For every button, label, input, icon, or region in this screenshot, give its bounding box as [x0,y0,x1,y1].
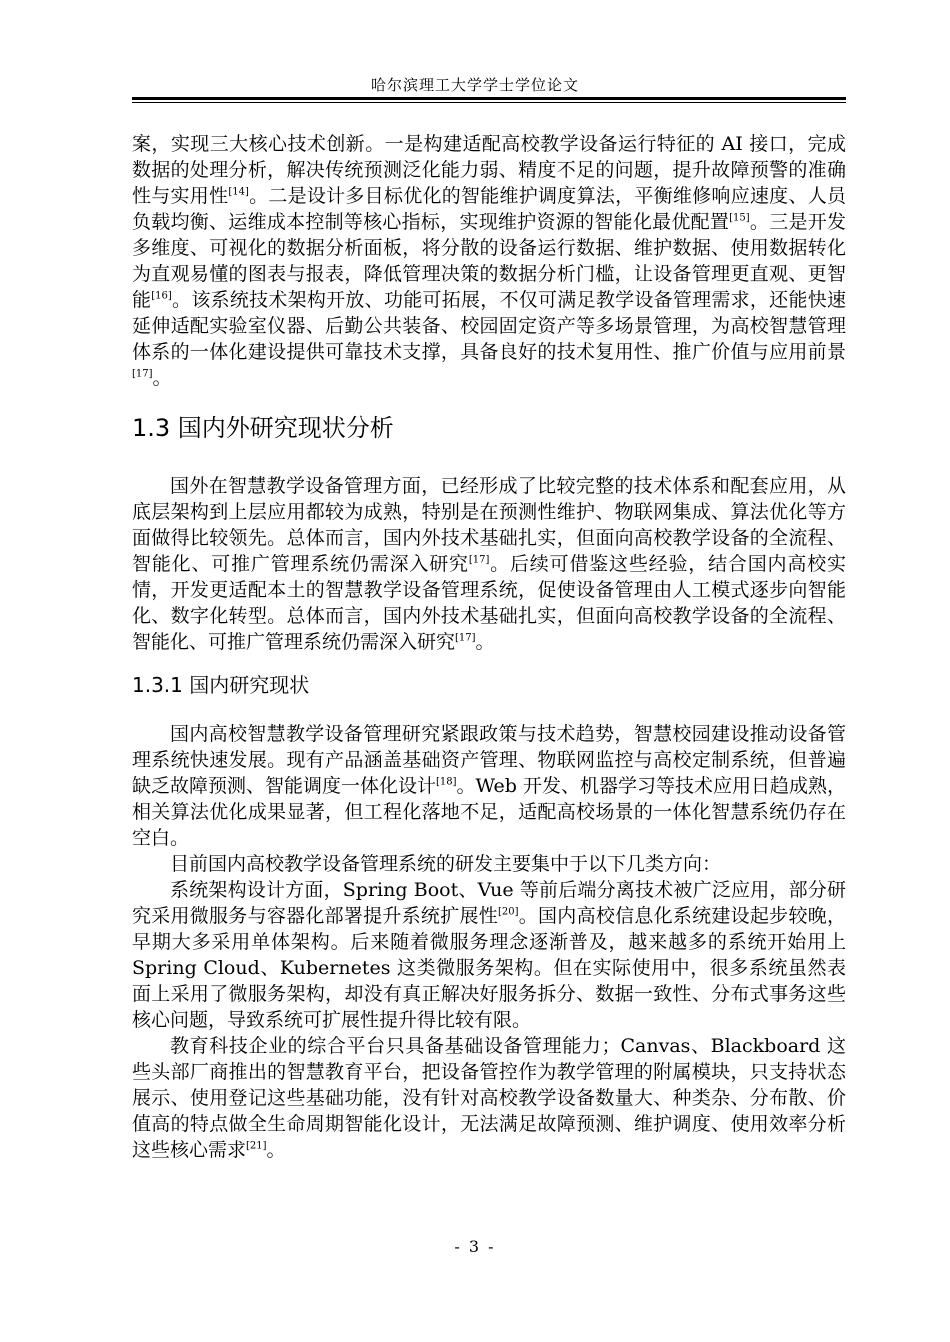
paragraph-domestic-research [132,721,846,851]
paragraph-text: 。该系统技术架构开放、功能可拓展，不仅可满足教学设备管理需求，还能快速延伸适配实验室仪器、后勤公共装备、校园固定资产等多场景管理，为高校智慧管理体系的一体化建设提供可靠技术支撑，具备良好的技术复用性、推广价值与应用前景 [132,289,846,363]
paragraph-directions: 目前国内高校教学设备管理系统的研发主要集中于以下几类方向： [170,853,722,875]
paragraph-text: 国内高校智慧教学设备管理研究紧跟政策与技术趋势，智慧校园建设推动设备管理系统快速发展。现有产品涵盖基础资产管理、物联网监控与高校定制系统，但普遍缺乏故障预测、智能调度一体化设计 [132,723,846,797]
section-heading-1-3-1: 1.3.1 国内研究现状 [132,673,310,697]
paragraph-text: 。三是开发多维度、可视化的数据分析面板，将分散的设备运行数据、维护数据、使用数据转化为直观易懂的图表与报表，降低管理决策的数据分析门槛，让设备管理更直观、更智能 [132,211,846,311]
paragraph-architecture [132,877,846,1033]
citation: [20] [497,906,519,918]
citation: [18] [436,776,457,788]
paragraph-text: 。 [152,367,172,389]
citation: [17] [132,368,153,380]
page-number: - 3 - [454,1237,496,1256]
citation: [14] [228,186,249,198]
paragraph-text: 。Web 开发、机器学习等技术应用日趋成熟，相关算法优化成果显著，但工程化落地不足，适配高校场景的一体化智慧系统仍存在空白。 [132,775,846,849]
page-body [132,131,846,1163]
header-rule-thick [132,97,846,100]
citation: [16] [151,290,172,302]
citation: [17] [455,632,476,644]
section-heading-1-3: 1.3 国内外研究现状分析 [132,414,394,442]
paragraph-text: 系统架构设计方面，Spring Boot、Vue 等前后端分离技术被广泛应用，部分研究采用微服务与容器化部署提升系统扩展性 [132,879,846,927]
paragraph-text: 。后续可借鉴这些经验，结合国内高校实情，开发更适配本土的智慧教学设备管理系统，促使设备管理由人工模式逐步向智能化、数字化转型。总体而言，国内外技术基础扎实，但面向高校教学设备的全流程、智能化、可推广管理系统仍需深入研究 [132,553,846,653]
paragraph-text: 教育科技企业的综合平台只具备基础设备管理能力；Canvas、Blackboard 这些头部厂商推出的智慧教育平台，把设备管控作为教学管理的附属模块，只支持状态展示、使用登记这些基础功能，没有针对高校教学设备数量大、种类杂、分布散、价值高的特点做全生命周期智能化设计，无法满足故障预测、维护调度、使用效率分析这些核心需求 [132,1035,846,1161]
paragraph-text: 案，实现三大核心技术创新。一是构建适配高校教学设备运行特征的 AI 接口，完成数据的处理分析，解决传统预测泛化能力弱、精度不足的问题，提升故障预警的准确性与实用性 [132,133,846,207]
paragraph-text: 。 [266,1139,286,1161]
paragraph-continued [132,131,846,391]
page-header-title: 哈尔滨理工大学学士学位论文 [370,76,579,94]
paragraph-text: 国外在智慧教学设备管理方面，已经形成了比较完整的技术体系和配套应用，从底层架构到上层应用都较为成熟，特别是在预测性维护、物联网集成、算法优化等方面做得比较领先。总体而言，国内外技术基础扎实，但面向高校教学设备的全流程、智能化、可推广管理系统仍需深入研究 [132,475,846,575]
citation: [17] [468,554,490,566]
paragraph-foreign-research [132,473,846,655]
paragraph-text: 。二是设计多目标优化的智能维护调度算法，平衡维修响应速度、人员负载均衡、运维成本控制等核心指标，实现维护资源的智能化最优配置 [132,185,846,233]
paragraph-text: 。国内高校信息化系统建设起步较晚，早期大多采用单体架构。后来随着微服务理念逐渐普及，越来越多的系统开始用上 Spring Cloud、Kubernetes 这类微服务架构。但在实际使用中，很多系统虽然表面上采用了微服务架构，却没有真正解决好服务拆分、数据一致性、分布式事务这些核心问题，导致系统可扩展性提升得比较有限。 [132,905,846,1031]
paragraph-edtech-platforms [132,1033,846,1163]
citation: [21] [246,1140,267,1152]
paragraph-text: 。 [475,631,495,653]
header-rule-thin [132,102,846,103]
citation: [15] [729,212,750,224]
